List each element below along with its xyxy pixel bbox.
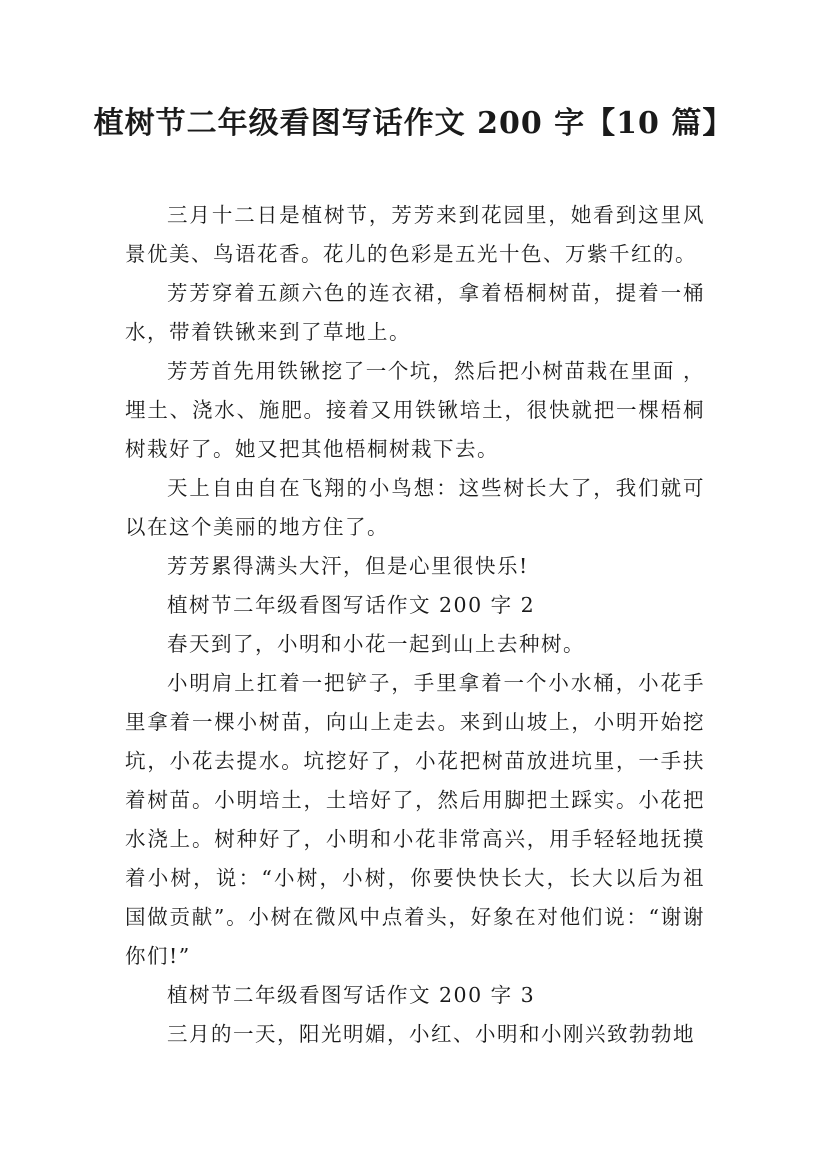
paragraph-2: 芳芳穿着五颜六色的连衣裙，拿着梧桐树苗，提着一桶水，带着铁锹来到了草地上。 [125, 281, 705, 344]
paragraph-1: 三月十二日是植树节，芳芳来到花园里，她看到这里风景优美、鸟语花香。花儿的色彩是五光十色、万紫千红的。 [125, 203, 705, 266]
document-title: 植树节二年级看图写话作文 200 字【10 篇】 [93, 106, 734, 141]
section-heading-2: 植树节二年级看图写话作文 200 字 2 [167, 593, 536, 617]
paragraph-3: 芳芳首先用铁锹挖了一个坑，然后把小树苗栽在里面 ，埋土、浇水、施肥。接着又用铁锹培土，很快就把一棵梧桐树栽好了。她又把其他梧桐树栽下去。 [125, 359, 705, 461]
paragraph-4: 天上自由自在飞翔的小鸟想：这些树长大了，我们就可以在这个美丽的地方住了。 [125, 476, 705, 539]
paragraph-7: 小明肩上扛着一把铲子，手里拿着一个小水桶，小花手里拿着一棵小树苗，向山上走去。来到山坡上，小明开始挖坑，小花去提水。坑挖好了，小花把树苗放进坑里，一手扶着树苗。小明培土，土培好了，然后用脚把土踩实。小花把水浇上。树种好了，小明和小花非常高兴，用手轻轻地抚摸着小树，说：“小树，小树，你要快快长大，长大以后为祖国做贡献”。小树在微风中点着头，好象在对他们说：“谢谢你们!” [125, 671, 705, 968]
section-heading-3: 植树节二年级看图写话作文 200 字 3 [167, 983, 536, 1007]
document-body [125, 196, 705, 1054]
paragraph-6: 春天到了，小明和小花一起到山上去种树。 [167, 632, 585, 656]
paragraph-8: 三月的一天，阳光明媚，小红、小明和小刚兴致勃勃地 [167, 1022, 695, 1046]
paragraph-5: 芳芳累得满头大汗，但是心里很快乐! [167, 554, 529, 578]
